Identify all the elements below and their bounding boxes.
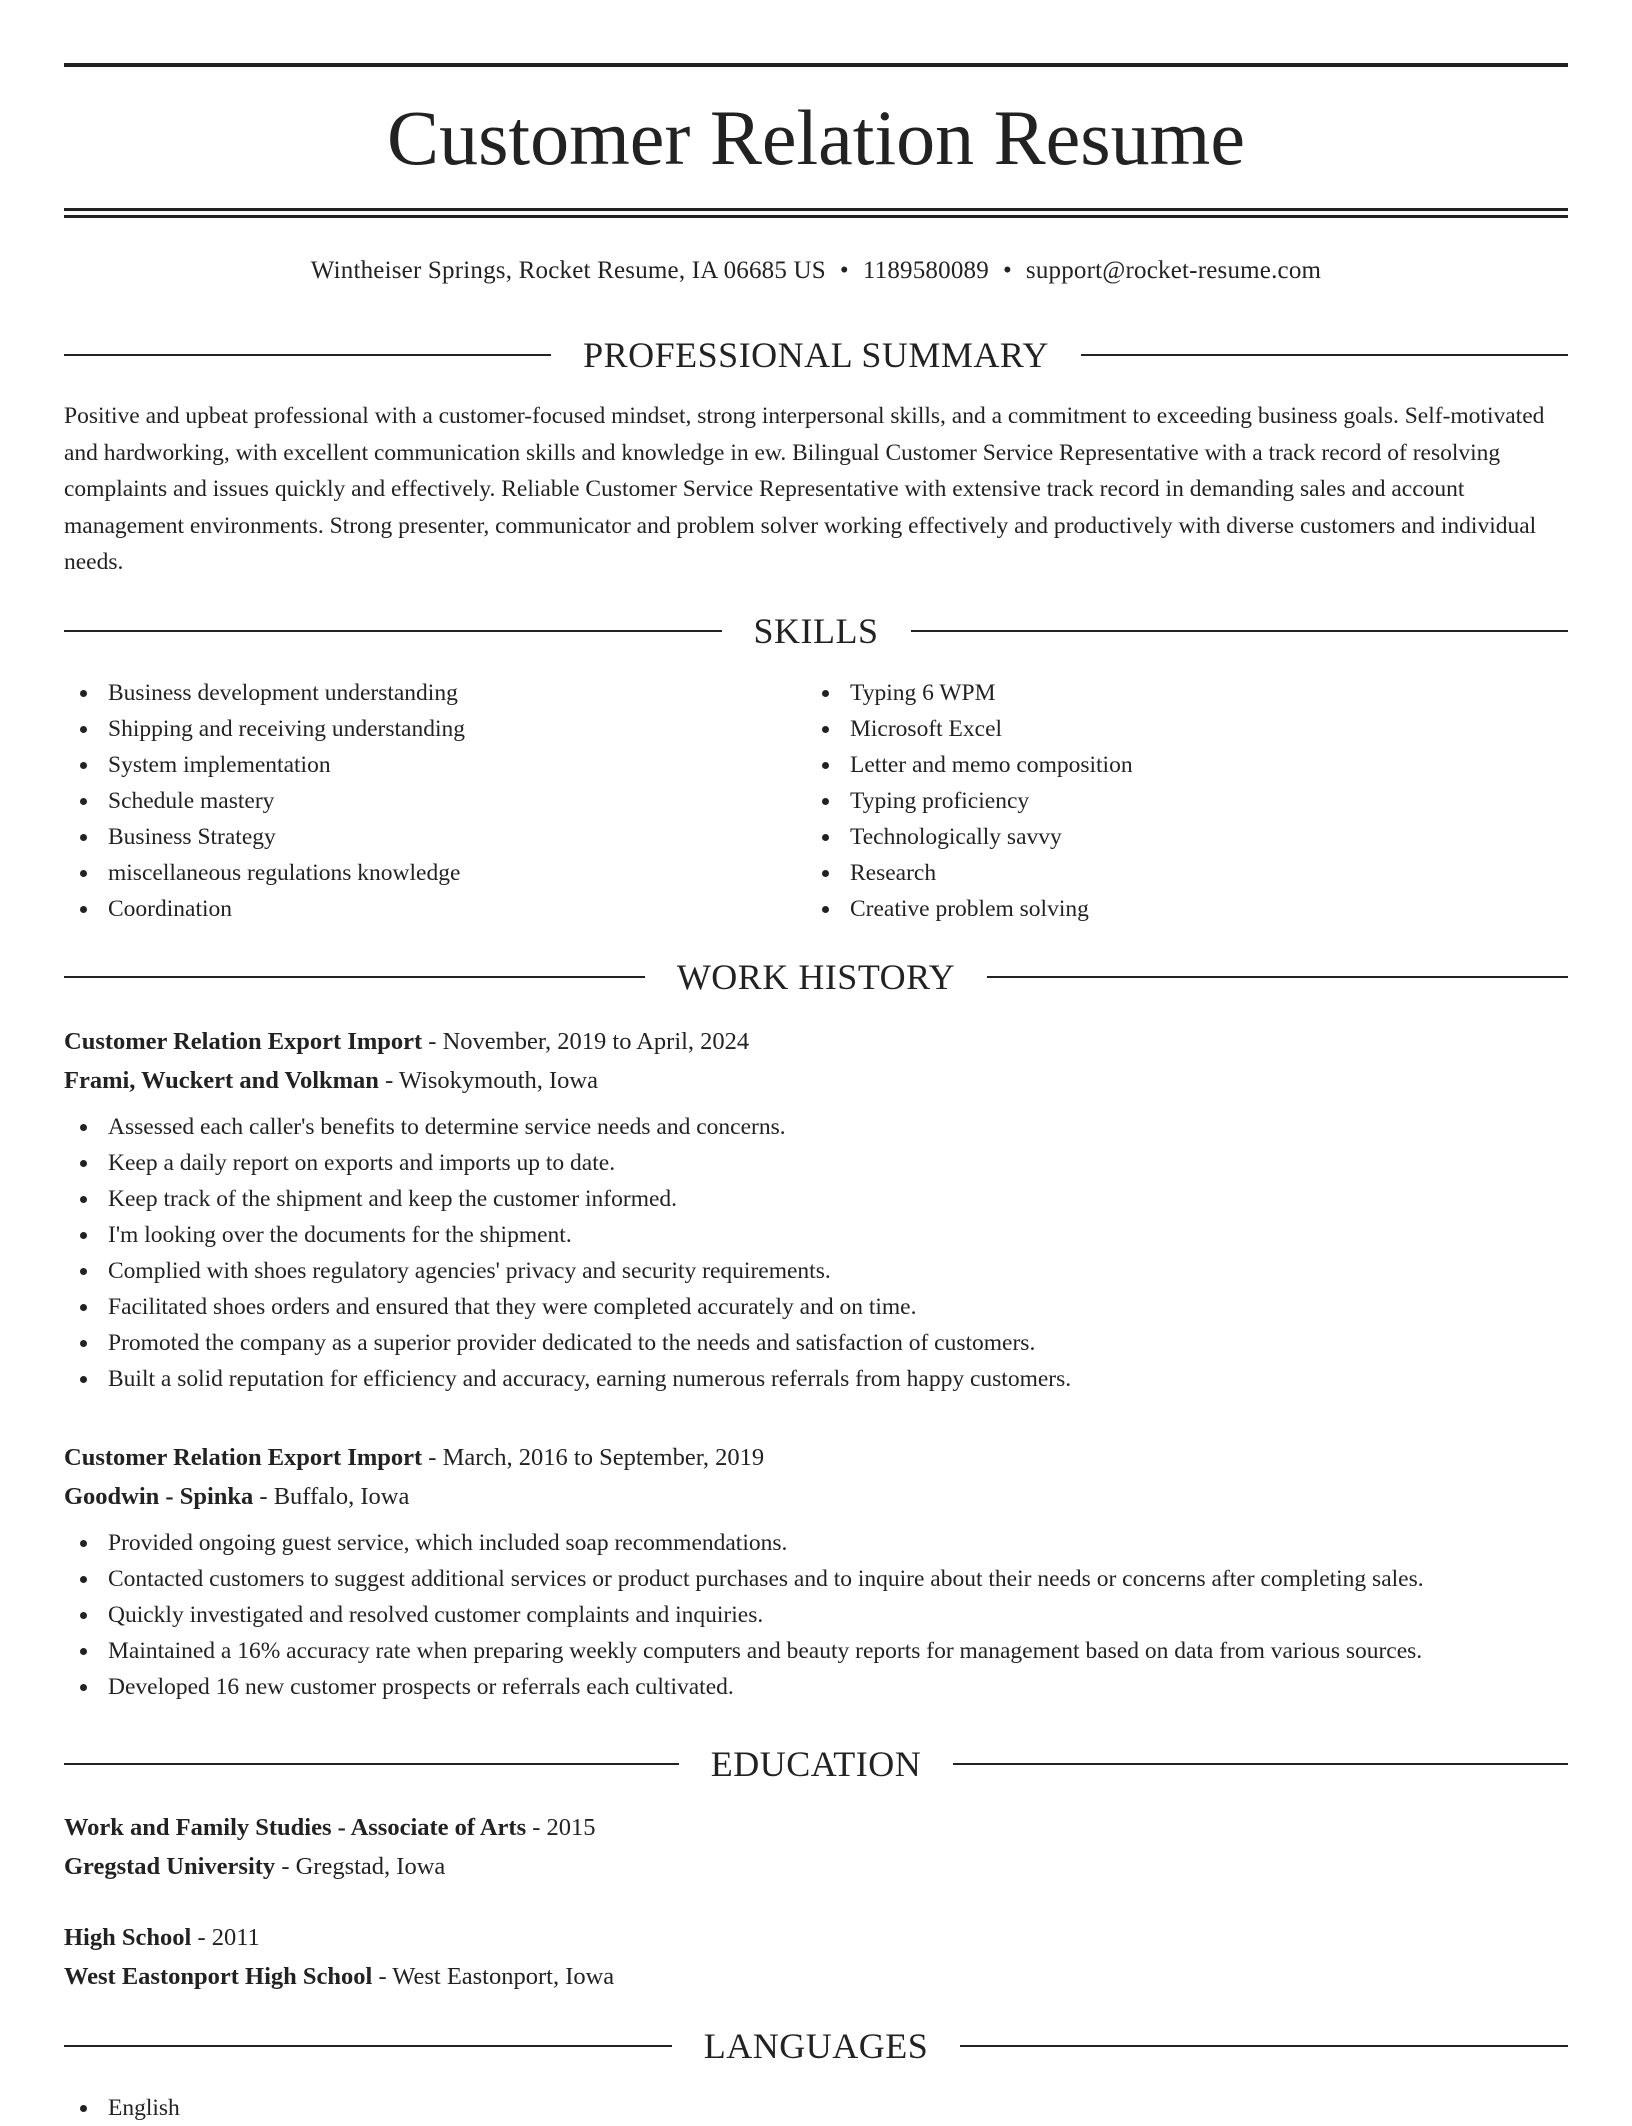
divider <box>987 976 1568 978</box>
job-company-line <box>64 1061 1568 1100</box>
education-degree-line <box>64 1808 1568 1847</box>
education-year: - 2015 <box>526 1814 596 1841</box>
skill-item: Typing 6 WPM <box>806 675 1548 711</box>
section-title: EDUCATION <box>710 1744 922 1784</box>
skill-item: Research <box>806 855 1548 891</box>
skill-item: Technologically savvy <box>806 819 1548 855</box>
skill-item: Schedule mastery <box>64 783 806 819</box>
job-bullet: I'm looking over the documents for the shipment. <box>64 1217 1568 1253</box>
skill-item: Typing proficiency <box>806 783 1548 819</box>
divider <box>64 2045 672 2047</box>
divider <box>953 1763 1568 1765</box>
skill-item: miscellaneous regulations knowledge <box>64 855 806 891</box>
job-entry <box>64 1438 1568 1705</box>
skill-item: Business Strategy <box>64 819 806 855</box>
languages-list <box>64 2090 1568 2126</box>
job-bullet: Complied with shoes regulatory agencies' privacy and security requirements. <box>64 1253 1568 1289</box>
section-header-work <box>64 955 1568 999</box>
job-bullet: Contacted customers to suggest additional services or product purchases and to inquire about their needs or concerns after completing sales. <box>64 1561 1568 1597</box>
education-degree: High School <box>64 1924 192 1951</box>
education-location: - West Eastonport, Iowa <box>372 1963 615 1990</box>
job-dates: - November, 2019 to April, 2024 <box>422 1028 750 1055</box>
job-bullet: Provided ongoing guest service, which included soap recommendations. <box>64 1525 1568 1561</box>
summary-text: Positive and upbeat professional with a customer-focused mindset, strong interpersonal skills, and a commitment to exceeding business goals. Self-motivated and hardworking, with excellent communication skills and knowledge in ew. Bilingual Customer Service Representative with a track record of resolving complaints and issues quickly and effectively. Reliable Customer Service Representative with extensive track record in demanding sales and account management environments. Strong presenter, communicator and problem solver working effectively and productively with diverse customers and individual needs. <box>64 403 1545 575</box>
section-header-summary <box>64 333 1568 377</box>
job-bullet: Built a solid reputation for efficiency and accuracy, earning numerous referrals from happy customers. <box>64 1361 1568 1397</box>
section-title: LANGUAGES <box>703 2026 929 2066</box>
job-bullets <box>64 1525 1568 1705</box>
language-item: English <box>64 2090 1568 2126</box>
languages-bullets <box>64 2090 1568 2126</box>
job-bullet: Developed 16 new customer prospects or referrals each cultivated. <box>64 1669 1568 1705</box>
job-bullet: Quickly investigated and resolved customer complaints and inquiries. <box>64 1597 1568 1633</box>
section-title: SKILLS <box>753 611 879 651</box>
section-header-education <box>64 1742 1568 1786</box>
education-school-line <box>64 1847 1568 1886</box>
job-bullet: Assessed each caller's benefits to determine service needs and concerns. <box>64 1109 1568 1145</box>
skills-column-right <box>806 675 1548 927</box>
skill-item: Letter and memo composition <box>806 747 1548 783</box>
job-location: - Buffalo, Iowa <box>253 1483 410 1510</box>
skill-item: Creative problem solving <box>806 891 1548 927</box>
job-company: Goodwin - Spinka <box>64 1483 254 1510</box>
divider <box>1081 354 1568 356</box>
job-bullet: Facilitated shoes orders and ensured that they were completed accurately and on time. <box>64 1289 1568 1325</box>
skill-item: Microsoft Excel <box>806 711 1548 747</box>
education-entry <box>64 1918 1568 1996</box>
education-entry <box>64 1808 1568 1886</box>
section-header-skills <box>64 609 1568 653</box>
section-title: WORK HISTORY <box>676 957 956 997</box>
education-school: West Eastonport High School <box>64 1963 373 1990</box>
title-double-rule <box>64 208 1568 218</box>
resume-title: Customer Relation Resume <box>387 94 1245 181</box>
job-title-line <box>64 1022 1568 1061</box>
job-title-line <box>64 1438 1568 1477</box>
divider <box>64 1763 679 1765</box>
section-header-languages <box>64 2024 1568 2068</box>
skill-item: System implementation <box>64 747 806 783</box>
contact-line <box>64 254 1568 288</box>
divider <box>64 354 551 356</box>
contact-separator: • <box>839 257 849 284</box>
divider <box>64 630 722 632</box>
job-location: - Wisokymouth, Iowa <box>378 1067 598 1094</box>
skills-list <box>64 675 1568 927</box>
job-company: Frami, Wuckert and Volkman <box>64 1067 379 1094</box>
job-bullet: Keep a daily report on exports and imports up to date. <box>64 1145 1568 1181</box>
skill-item: Shipping and receiving understanding <box>64 711 806 747</box>
divider <box>960 2045 1568 2047</box>
contact-phone: 1189580089 <box>862 257 989 284</box>
education-degree: Work and Family Studies - Associate of Arts <box>64 1814 527 1841</box>
skill-item: Business development understanding <box>64 675 806 711</box>
education-school: Gregstad University <box>64 1853 276 1880</box>
job-title: Customer Relation Export Import <box>64 1444 423 1471</box>
contact-separator: • <box>1002 257 1012 284</box>
contact-email[interactable]: support@rocket-resume.com <box>1025 257 1322 284</box>
top-rule <box>64 63 1568 67</box>
job-company-line <box>64 1477 1568 1516</box>
education-school-line <box>64 1957 1568 1996</box>
education-location: - Gregstad, Iowa <box>275 1853 446 1880</box>
education-year: - 2011 <box>191 1924 260 1951</box>
skill-item: Coordination <box>64 891 806 927</box>
skills-column-left <box>64 675 806 927</box>
section-title: PROFESSIONAL SUMMARY <box>583 335 1049 375</box>
job-dates: - March, 2016 to September, 2019 <box>422 1444 765 1471</box>
job-entry <box>64 1022 1568 1397</box>
job-title: Customer Relation Export Import <box>64 1028 423 1055</box>
job-bullet: Maintained a 16% accuracy rate when preparing weekly computers and beauty reports for management based on data from various sources. <box>64 1633 1568 1669</box>
divider <box>911 630 1569 632</box>
divider <box>64 976 645 978</box>
job-bullets <box>64 1109 1568 1397</box>
contact-address: Wintheiser Springs, Rocket Resume, IA 06685 US <box>310 257 826 284</box>
job-bullet: Keep track of the shipment and keep the customer informed. <box>64 1181 1568 1217</box>
education-degree-line <box>64 1918 1568 1957</box>
job-bullet: Promoted the company as a superior provider dedicated to the needs and satisfaction of customers. <box>64 1325 1568 1361</box>
